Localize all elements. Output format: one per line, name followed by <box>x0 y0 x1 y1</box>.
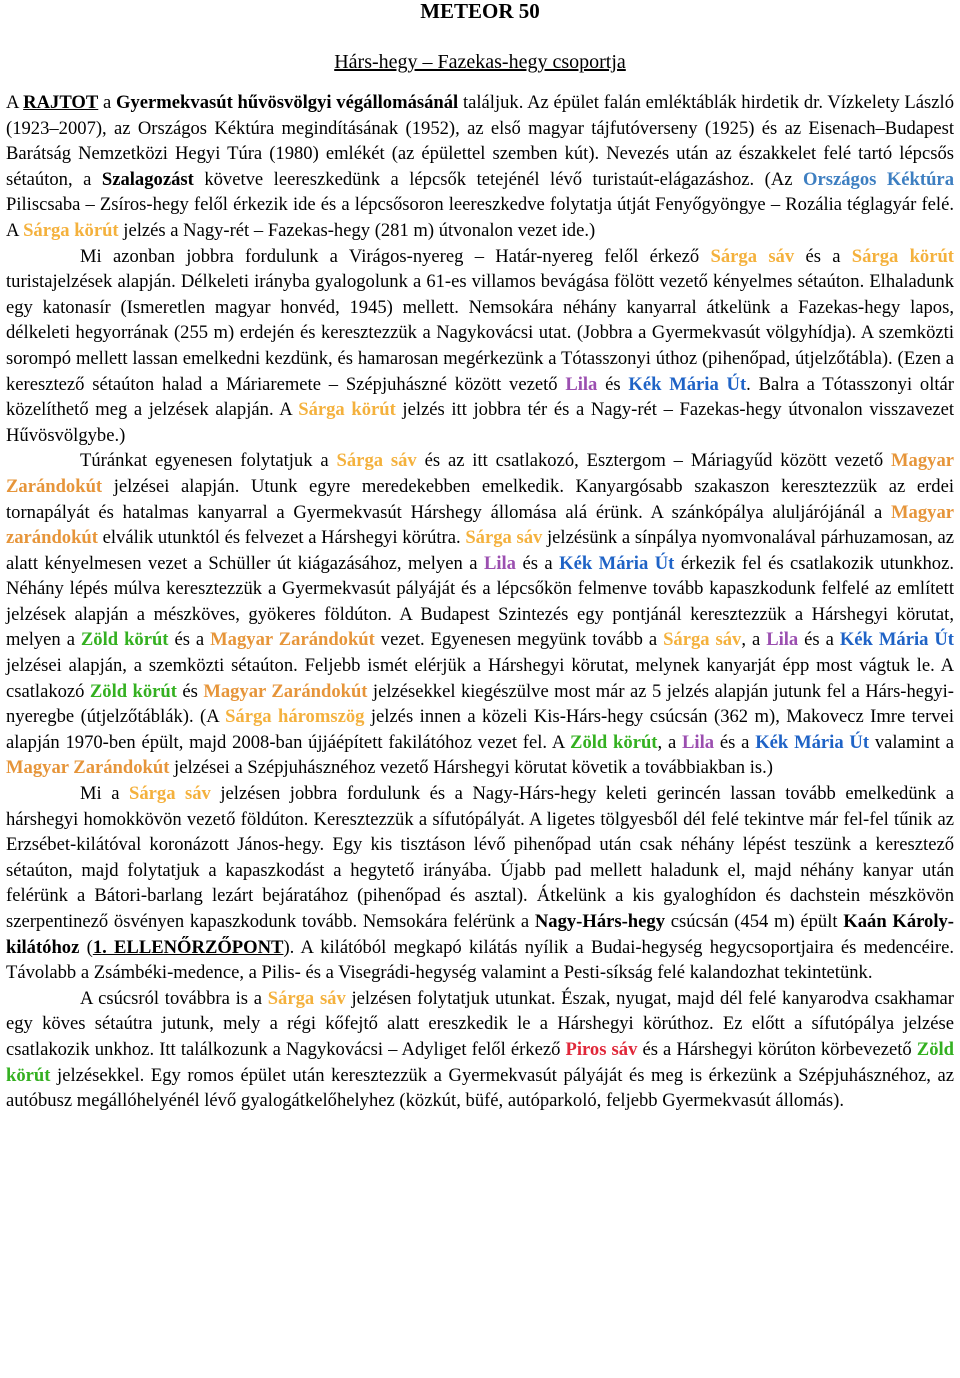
paragraph-nagy-hars-hegy <box>6 781 954 986</box>
trail-marker-text: Magyar Zarándokút <box>6 757 170 779</box>
trail-marker-text: Lila <box>766 629 799 651</box>
paragraph-text: jelzései alapján. Utunk egyre meredekebben emelkedik. Kanyargósabb szakaszon keresztezzük az erdei tornapályát és hatalmas kanyarral a Gyermekvasút Hárshegy állomása alá érünk. A szánkópálya aluljárójánál a <box>6 475 954 523</box>
trail-marker-text: Kék Mária Út <box>755 731 870 753</box>
trail-marker-text: Sárga sáv <box>267 987 346 1009</box>
page-subtitle: Hárs-hegy – Fazekas-hegy csoportja <box>334 51 626 73</box>
trail-marker-text: Országos Kéktúra <box>803 168 954 190</box>
trail-marker-text: Sárga sáv <box>336 450 417 472</box>
paragraph-text: ( <box>79 936 93 958</box>
trail-marker-text: Piros sáv <box>565 1038 638 1060</box>
paragraph-text: jelzései a Szépjuhásznéhoz vezető Hárshegyi körutat követik a továbbiakban is.) <box>169 757 773 779</box>
trail-marker-text: Magyar zarándokút <box>6 501 954 549</box>
trail-marker-text: Gyermekvasút hűvösvölgyi végállomásánál <box>116 92 459 113</box>
paragraph-text: és az itt csatlakozó, Esztergom – Máriagyűd között vezető <box>416 450 891 472</box>
paragraph-text: jelzésekkel kiegészülve most már az 5 jelzés alapján jutunk fel a Hárs-hegyi-nyeregbe (útjelzőtáblák). (A <box>6 680 955 728</box>
trail-marker-text: Kaán Károly-kilátóhoz <box>6 911 954 958</box>
paragraph-text: és a <box>714 731 756 753</box>
trail-marker-text: RAJTOT <box>23 92 99 113</box>
trail-marker-text: Sárga háromszög <box>225 706 365 728</box>
paragraph-text: valamint a <box>869 731 954 753</box>
paragraph-text: A <box>6 92 24 113</box>
paragraph-text: , a <box>657 731 682 753</box>
trail-marker-text: Magyar Zarándokút <box>203 680 368 702</box>
paragraph-text: Mi a <box>80 783 130 805</box>
trail-marker-text: Kék Mária Út <box>839 629 955 651</box>
paragraph-start <box>6 90 954 244</box>
paragraph-text: turistajelzések alapján. Délkeleti irányba gyalogolunk a 61-es villamos bevágása fölött vezető kényelmes sétaúton. Elhaladunk egy katonasír (Ismeretlen magyar honvéd, 1945) mellett. Nemsokára néhány kanyarral átkelünk a Fazekas-hegy lapos, délkeleti hegyorrának (255 m) erdején és keresztezzük a Nagykovácsi utat. (Jobbra a Gyermekvasút völgyhídja). A szemközti sorompó mellett lassan emelkedni kezdünk, és hamarosan megérkezünk a Tótasszonyi úthoz (pihenőpad, útjelzőtábla). (Ezen a keresztező sétaúton halad a Máriaremete – Szépjuhászné között vezető <box>6 271 954 395</box>
trail-marker-text: Sárga körút <box>851 245 955 267</box>
document-body <box>6 90 954 1114</box>
trail-marker-text: Sárga körút <box>23 219 119 241</box>
trail-marker-text: Zöld körút <box>6 1038 955 1086</box>
trail-marker-text: Szalagozást <box>101 168 194 190</box>
paragraph-tura-folytatas <box>6 448 954 781</box>
paragraph-text: Piliscsaba – Zsíros-hegy felől érkezik ide és a lépcsősoron leereszkedve folytatja útját Fenyőgyöngye – Rozália téglagyár felé. A <box>6 194 954 241</box>
trail-marker-text: Zöld körút <box>80 629 169 651</box>
trail-marker-text: Sárga sáv <box>465 527 543 549</box>
paragraph-text: jelzés innen a közeli Kis-Hárs-hegy csúcsán (362 m), Makovecz Imre tervei alapján 1970-ben épült, majd 2008-ban újjáépített fakilátóhoz vezet fel. A <box>6 706 954 753</box>
paragraph-text: . Balra a Tótasszonyi oltár közelíthető meg a jelzések alapján. A <box>6 373 954 421</box>
paragraph-text: jelzései alapján, a szemközti sétaúton. Feljebb ismét elérjük a Hárshegyi körutat, melynek kanyarját épp most vágtuk le. A csatlakozó <box>6 655 954 702</box>
paragraph-text: jelzésen folytatjuk utunkat. Észak, nyugat, majd dél felé kanyarodva csakhamar egy köves sétaútra jutunk, mely a régi kőfejtő alatt ereszkedik le a Hárshegyi körúthoz. Ez előtt a sífutópálya jelzése csatlakozik unkhoz. Itt találkozunk a Nagykovácsi – Adyliget felől érkező <box>6 987 955 1060</box>
paragraph-text: Mi azonban jobbra fordulunk a Virágos-nyereg – Határ-nyereg felől érkező <box>80 245 711 267</box>
trail-marker-text: Lila <box>682 731 715 753</box>
trail-marker-text: Sárga sáv <box>710 245 795 267</box>
trail-marker-text: Sárga körút <box>298 399 396 421</box>
paragraph-text: , a <box>741 629 767 651</box>
paragraph-text: érkezik fel és csatlakozik utunkhoz. Néhány lépés múlva keresztezzük a Gyermekvasút pályáját és a lépcsőkön felmenve tovább kapaszkodunk felfelé az említett jelzések alapján a mészköves, gyökeres földúton. A Budapest Szintezés egy pontjánál keresztezzük a Hárshegyi körutat, melyen a <box>6 552 954 651</box>
paragraph-text: jelzésen jobbra fordulunk és a Nagy-Hárs-hegy keleti gerincén lassan tovább emelkedünk a hárshegyi homokkövön vezető földúton. Keresztezzük a sífutópályát. A ligetes tölgyesből dél felé tekintve már fel-fel tűnik az Erzsébet-kilátóval koronázott János-hegy. Egy kis tisztáson lévő pihenőpad után csak néhány lépést teszünk a keresztező sétaúton, majd folytatjuk a kapaszkodást a hegytető irányába. Újabb pad mellett haladunk el, majd néhány kanyar után felérünk a Bátori-barlang lezárt bejáratához (pihenőpad és asztal). Átkelünk a kis gyaloghídon és dachstein mészkövön szerpentinező ösvényen kapaszkodunk tovább. Nemsokára felérünk a <box>6 783 955 932</box>
paragraph-text: jelzésekkel. Egy romos épület után keresztezzük a Gyermekvasút pályáját és meg is érkezünk a Szépjuhásznéhoz, az autóbusz megállóhelyénél lévő gyalogátkelőhelyhez (közkút, büfé, autóparkoló, feljebb Gyermekvasút állomás). <box>6 1064 954 1112</box>
trail-marker-text: Magyar Zarándokút <box>210 629 375 651</box>
trail-marker-text: Kék Mária Út <box>559 552 675 574</box>
trail-marker-text: Lila <box>565 373 598 395</box>
paragraph-text: és <box>597 373 629 395</box>
paragraph-text: jelzés itt jobbra tér és a Nagy-rét – Fazekas-hegy útvonalon visszavezet Hűvösvölgybe.) <box>6 399 954 446</box>
paragraph-text: jelzés a Nagy-rét – Fazekas-hegy (281 m) útvonalon vezet ide.) <box>118 219 596 241</box>
trail-marker-text: Kék Mária Út <box>628 373 747 395</box>
trail-marker-text: Zöld körút <box>89 680 177 702</box>
paragraph-text: jelzésünk a sínpálya nyomvonalával párhuzamosan, az alatt kényelmesen vezet a Schüller út kiágazásához, melyen a <box>6 527 954 574</box>
trail-marker-text: Sárga sáv <box>663 629 742 651</box>
paragraph-text: A csúcsról továbbra is a <box>80 987 268 1009</box>
paragraph-text: csúcsán (454 m) épült <box>665 911 844 932</box>
trail-marker-text: Sárga sáv <box>129 783 211 805</box>
trail-marker-text: Zöld körút <box>570 731 658 753</box>
trail-marker-text: Magyar Zarándokút <box>6 450 954 497</box>
paragraph-text: elválik utunktól és felvezet a Hárshegyi körútra. <box>97 527 466 549</box>
paragraph-text: követve leereszkedünk a lépcsők tetejénél lévő turistaút-elágazáshoz. (Az <box>193 168 804 190</box>
paragraph-text: és a <box>794 245 852 267</box>
paragraph-text: és a <box>798 629 840 651</box>
trail-marker-text: Lila <box>483 552 516 574</box>
paragraph-text: vezet. Egyenesen megyünk tovább a <box>374 629 664 651</box>
trail-marker-text: 1. ELLENŐRZŐPONT <box>92 936 284 958</box>
paragraph-text: és <box>176 680 204 702</box>
paragraph-text: ). A kilátóból megkapó kilátás nyílik a Budai-hegység hegycsoportjaira és medencéire. Távolabb a Zsámbéki-medence, a Pilis- és a Visegrádi-hegység valamint a Pesti-síkság felé kalandozhat tekintetünk. <box>6 936 954 984</box>
paragraph-text: a <box>98 92 117 113</box>
page-title: METEOR 50 <box>420 0 540 23</box>
paragraph-csucsrol <box>6 986 954 1114</box>
paragraph-text: és a Hárshegyi körúton körbevezető <box>637 1038 917 1060</box>
paragraph-virágos-nyereg <box>6 244 954 449</box>
paragraph-text: és a <box>515 552 560 574</box>
paragraph-text: Túránkat egyenesen folytatjuk a <box>80 450 337 472</box>
trail-marker-text: Nagy-Hárs-hegy <box>534 911 665 932</box>
paragraph-text: találjuk. Az épület falán emléktáblák hirdetik dr. Vízkelety László (1923–2007), az Országos Kéktúra megindításának (1952), az első magyar tájfutóverseny (1925) és az Eisenach–Budapest Barátság Nemzetközi Hegyi Túra (1980) emlékét (az épülettel szemben kút). Nevezés után az északkelet felé tartó lépcsős sétaúton, a <box>6 92 954 190</box>
paragraph-text: és a <box>168 629 211 651</box>
